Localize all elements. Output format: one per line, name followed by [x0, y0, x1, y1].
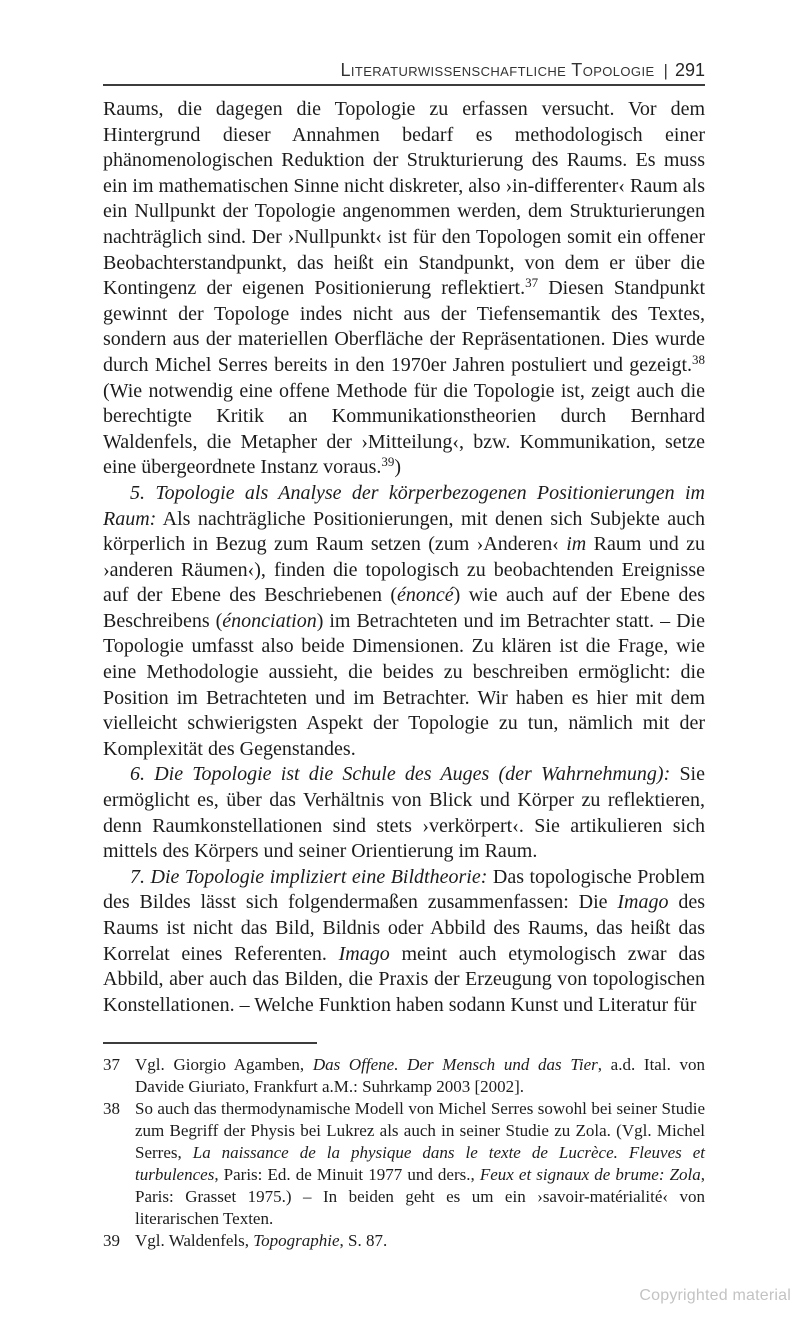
footnote-item — [103, 1230, 705, 1252]
footnote-item — [103, 1054, 705, 1098]
footnotes-section — [103, 1042, 705, 1252]
footnote-number: 37 — [103, 1055, 120, 1074]
paragraph-thesis-5: 5. Topologie als Analyse der körperbezogenen Positionierungen im Raum: Als nachträgliche Positionierungen, mit denen sich Subjekte auch körperlich in Bezug zum Raum setzen (zum ›Anderen‹ im Raum und zu ›anderen Räumen‹), finden die topologisch zu beobachtenden Ereignisse auf der Ebene des Beschriebenen (énoncé) wie auch auf der Ebene des Beschreibens (énonciation) im Betrachteten und im Betrachter statt. – Die Topologie umfasst also beide Dimensionen. Zu klären ist die Frage, wie eine Methodologie aussieht, die beides zu beschreiben ermöglicht: die Position im Betrachteten und im Betrachter. Wir haben es hier mit dem vielleicht schwierigsten Aspekt der Topologie zu tun, nämlich mit der Komplexität des Gegenstandes. — [103, 481, 705, 760]
footnote-text: So auch das thermodynamische Modell von Michel Serres sowohl bei seiner Studie zum Begriff der Physis bei Lukrez als auch in seiner Studie zu Zola. (Vgl. Michel Serres, La naissance de la physique dans le texte de Lucrèce. Fleuves et turbulences, Paris: Ed. de Minuit 1977 und ders., Feux et signaux de brume: Zola, Paris: Grasset 1975.) – In beiden geht es um ein ›savoir-matérialité‹ von literarischen Texten. — [135, 1099, 706, 1228]
footnote-text: Vgl. Giorgio Agamben, Das Offene. Der Mensch und das Tier, a.d. Ital. von Davide Giuriato, Frankfurt a.M.: Suhrkamp 2003 [2002]. — [135, 1055, 706, 1096]
body-text — [103, 97, 705, 1035]
page-header — [103, 60, 705, 86]
footnote-text: Vgl. Waldenfels, Topographie, S. 87. — [135, 1231, 388, 1250]
paragraph-thesis-7: 7. Die Topologie impliziert eine Bildtheorie: Das topologische Problem des Bildes lässt sich folgendermaßen zusammenfassen: Die Imago des Raums ist nicht das Bild, Bildnis oder Abbild des Raums, das heißt das Korrelat eines Referenten. Imago meint auch etymologisch zwar das Abbild, aber auch das Bilden, die Praxis der Erzeugung von topologischen Konstellationen. – Welche Funktion haben sodann Kunst und Literatur für — [103, 865, 705, 1016]
footnote-rule — [103, 1042, 317, 1044]
footnote-number: 39 — [103, 1231, 120, 1250]
header-divider: | — [663, 61, 668, 80]
running-head — [103, 60, 705, 81]
page-number: 291 — [674, 60, 705, 80]
running-head-title: Literaturwissenschaftliche Topologie — [340, 60, 655, 80]
footnote-item — [103, 1098, 705, 1230]
paragraph-thesis-6: 6. Die Topologie ist die Schule des Auges (der Wahrnehmung): Sie ermöglicht es, über das Verhältnis von Blick und Körper zu reflektieren, denn Raumkonstellationen sind stets ›verkörpert‹. Sie artikulieren sich mittels des Körpers und seiner Orientierung im Raum. — [103, 763, 705, 863]
footnote-list — [103, 1054, 705, 1252]
copyright-watermark: Copyrighted material — [639, 1287, 791, 1304]
paragraph-continuation: Raums, die dagegen die Topologie zu erfassen versucht. Vor dem Hintergrund dieser Annahmen bedarf es methodologisch einer phänomenologischen Reduktion der Strukturierung des Raums. Es muss ein im mathematischen Sinne nicht diskreter, also ›in-differenter‹ Raum als ein Nullpunkt der Topologie angenommen werden, dem Strukturierungen nachträglich sind. Der ›Nullpunkt‹ ist für den Topologen somit ein offener Beobachterstandpunkt, das heißt ein Standpunkt, von dem er über die Kontingenz der eigenen Positionierung reflektiert.$^{37}$ Diesen Standpunkt gewinnt der Topologe indes nicht aus der Tiefensemantik des Textes, sondern aus der materiellen Oberfläche der Repräsentationen. Dies wurde durch Michel Serres bereits in den 1970er Jahren postuliert und gezeigt.$^{38}$ (Wie notwendig eine offene Methode für die Topologie ist, zeigt auch die berechtigte Kritik an Kommunikationstheorien durch Bernhard Waldenfels, die Metapher der ›Mitteilung‹, bzw. Kommunikation, setze eine übergeordnete Instanz voraus.$^{39}$) — [103, 98, 705, 479]
header-rule — [103, 84, 705, 86]
footnote-number: 38 — [103, 1099, 120, 1118]
